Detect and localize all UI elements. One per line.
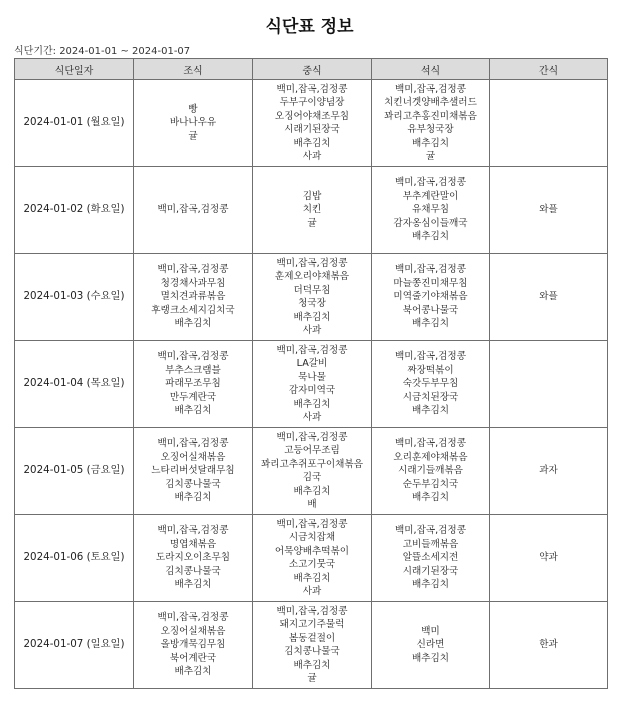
date-cell: 2024-01-06 (토요일) [15,515,134,602]
menu-item: 만두계란국 [169,391,217,403]
date-cell: 2024-01-03 (수요일) [15,254,134,341]
menu-item: 짜장떡볶이 [407,364,454,376]
menu-item: 도라지오이초무침 [155,552,231,564]
lunch-cell [253,515,372,602]
table-row [15,80,608,167]
menu-item: 배 [307,499,317,510]
menu-item: 치킨너겟양배추샐러드 [384,97,477,108]
menu-item: 귤 [188,130,198,142]
menu-item: 묵나물 [298,371,326,383]
menu-item: 숙갓두부무침 [402,378,459,390]
menu-item: 어묵양배추떡볶이 [274,545,350,557]
meal-table-header [15,59,608,80]
menu-item: 사과 [302,151,322,162]
menu-item: 배추김치 [411,137,450,149]
menu-item: 올방개묵김무침 [160,639,226,651]
header-date: 식단일자 [15,59,134,80]
breakfast-cell [134,515,253,602]
header-row [15,59,608,80]
menu-item: 시래기된장국 [402,565,459,577]
meal-period: 식단기간: 2024-01-01 ~ 2024-01-07 [14,46,191,57]
dinner-cell [372,602,490,689]
menu-item: 배추김치 [293,137,331,149]
menu-item: 배추김치 [293,572,331,584]
menu-item: 느타리버섯달래무침 [151,465,235,477]
menu-item: 봄동겉절이 [288,632,336,644]
menu-item: 와플 [539,204,558,216]
meal-table [14,58,608,689]
menu-item: 청국장 [298,298,326,309]
menu-item: 훈제오리야채볶음 [274,271,350,282]
menu-item: 백미,잡곡,검정콩 [157,264,229,276]
menu-item: 파래무조무침 [165,378,221,390]
menu-item: 유부청국장 [407,124,454,135]
menu-item: 치킨 [302,204,322,216]
dinner-cell [372,80,490,167]
date-cell: 2024-01-05 (금요일) [15,428,134,515]
menu-item: 백미,잡곡,검정콩 [395,438,466,450]
menu-item: 멸치견과류볶음 [160,291,226,303]
menu-item: 신라면 [416,639,445,651]
menu-item: 김치콩나물국 [165,478,221,490]
menu-item: 사과 [302,586,322,597]
lunch-cell [253,167,372,254]
date-cell: 2024-01-04 (목요일) [15,341,134,428]
menu-item: 오징어실채볶음 [160,625,226,637]
menu-item: 김치콩나물국 [165,565,221,577]
dinner-cell [372,167,490,254]
menu-item: 백미,잡곡,검정콩 [395,264,466,276]
menu-item: 배추김치 [411,579,450,591]
menu-item: 배추김치 [293,398,331,410]
menu-item: 북어계란국 [169,652,217,664]
menu-item: 백미,잡곡,검정콩 [395,177,466,189]
breakfast-cell [134,602,253,689]
menu-item: 오징어실채볶음 [160,451,226,463]
menu-item: 백미,잡곡,검정콩 [157,351,229,363]
menu-item: 감자옹심이들깨국 [393,217,468,229]
table-row [15,515,608,602]
menu-item: 사과 [302,325,322,336]
menu-item: 바나나우유 [169,117,217,129]
menu-item: 배추김치 [293,311,331,323]
lunch-cell [253,254,372,341]
menu-item: 소고기뭇국 [288,559,336,570]
menu-item: 오징어야채조무침 [274,110,350,122]
menu-item: 백미 [421,625,440,637]
menu-item: LA갈비 [296,358,328,369]
menu-item: 백미,잡곡,검정콩 [276,344,348,356]
menu-item: 배추김치 [174,579,212,591]
dinner-cell [372,254,490,341]
menu-item: 배추김치 [293,485,331,497]
date-cell: 2024-01-07 (일요일) [15,602,134,689]
meal-table-body [15,80,608,689]
menu-item: 부추스크램블 [165,364,221,376]
snack-cell [490,602,608,689]
menu-item: 약과 [539,552,558,564]
breakfast-cell [134,341,253,428]
menu-item: 백미,잡곡,검정콩 [157,204,229,216]
breakfast-cell [134,428,253,515]
menu-item: 귤 [307,217,317,229]
menu-item: 백미,잡곡,검정콩 [157,438,229,450]
menu-item: 더덕무침 [293,284,331,296]
menu-item: 김치콩나물국 [284,646,340,657]
menu-item: 부추계란말이 [402,190,459,202]
menu-item: 고등어무조림 [284,445,340,456]
menu-item: 배추김치 [411,318,450,330]
menu-item: 배추김치 [411,231,450,243]
lunch-cell [253,80,372,167]
menu-item: 배추김치 [174,318,212,330]
menu-item: 백미,잡곡,검정콩 [276,83,348,95]
menu-item: 배추김치 [174,405,212,417]
menu-item: 백미,잡곡,검정콩 [157,612,229,624]
snack-cell [490,341,608,428]
table-row [15,254,608,341]
breakfast-cell [134,80,253,167]
menu-item: 배추김치 [293,659,331,671]
menu-item: 시래기된장국 [284,124,340,135]
menu-item: 과자 [539,465,558,477]
header-snack: 간식 [490,59,608,80]
breakfast-cell [134,254,253,341]
table-row [15,602,608,689]
table-row [15,167,608,254]
header-breakfast: 조식 [134,59,253,80]
dinner-cell [372,428,490,515]
snack-cell [490,167,608,254]
lunch-cell [253,602,372,689]
menu-item: 백미,잡곡,검정콩 [276,431,348,443]
date-cell: 2024-01-02 (화요일) [15,167,134,254]
menu-item: 백미,잡곡,검정콩 [276,518,348,530]
table-row [15,428,608,515]
menu-item: 명엽채볶음 [169,538,217,550]
menu-item: 귤 [307,673,317,684]
menu-item: 배추김치 [411,405,450,417]
menu-item: 청경채사과무침 [160,277,226,289]
snack-cell [490,515,608,602]
header-dinner: 석식 [372,59,490,80]
menu-item: 백미,잡곡,검정콩 [395,351,466,363]
menu-item: 마늘쫑진미채무침 [393,277,468,289]
dinner-cell [372,341,490,428]
menu-item: 미역줄기야채볶음 [393,291,468,303]
menu-item: 백미,잡곡,검정콩 [276,257,348,269]
page-title: 식단표 정보 [265,17,354,37]
menu-item: 와플 [539,291,558,303]
menu-item: 두부구이양념장 [279,97,345,108]
menu-item: 배추김치 [411,652,450,664]
menu-item: 감자미역국 [288,385,336,396]
header-lunch: 중식 [253,59,372,80]
menu-item: 귤 [425,151,436,162]
snack-cell [490,80,608,167]
menu-item: 시래기들깨볶음 [398,465,463,477]
menu-item: 꽈리고추쥐포구이채볶음 [261,458,363,470]
menu-item: 배추김치 [411,492,450,504]
date-cell: 2024-01-01 (월요일) [15,80,134,167]
snack-cell [490,428,608,515]
menu-item: 백미,잡곡,검정콩 [157,525,229,537]
lunch-cell [253,428,372,515]
menu-item: 사과 [302,412,322,423]
menu-item: 김국 [302,472,322,483]
menu-item: 고비들깨볶음 [402,538,459,550]
menu-item: 북어콩나물국 [402,304,459,316]
menu-item: 백미,잡곡,검정콩 [395,83,466,95]
menu-item: 시금치된장국 [402,391,459,403]
lunch-cell [253,341,372,428]
menu-item: 꽈리고추홍진미채볶음 [384,110,477,122]
menu-item: 후랭크소세지김치국 [151,304,235,316]
menu-item: 순두부김치국 [402,478,459,490]
menu-item: 백미,잡곡,검정콩 [276,605,348,617]
menu-item: 돼지고기주물럭 [279,619,345,630]
menu-item: 한과 [539,639,558,651]
menu-item: 김밥 [302,190,322,202]
breakfast-cell [134,167,253,254]
menu-item: 시금치잡채 [288,532,336,543]
dinner-cell [372,515,490,602]
menu-item: 배추김치 [174,666,212,678]
menu-item: 배추김치 [174,492,212,504]
menu-item: 오리훈제야채볶음 [393,451,468,463]
snack-cell [490,254,608,341]
menu-item: 유채무침 [411,204,450,216]
menu-item: 빵 [188,103,198,115]
menu-item: 알뜰소세지전 [402,552,459,564]
menu-item: 백미,잡곡,검정콩 [395,525,466,537]
table-row [15,341,608,428]
